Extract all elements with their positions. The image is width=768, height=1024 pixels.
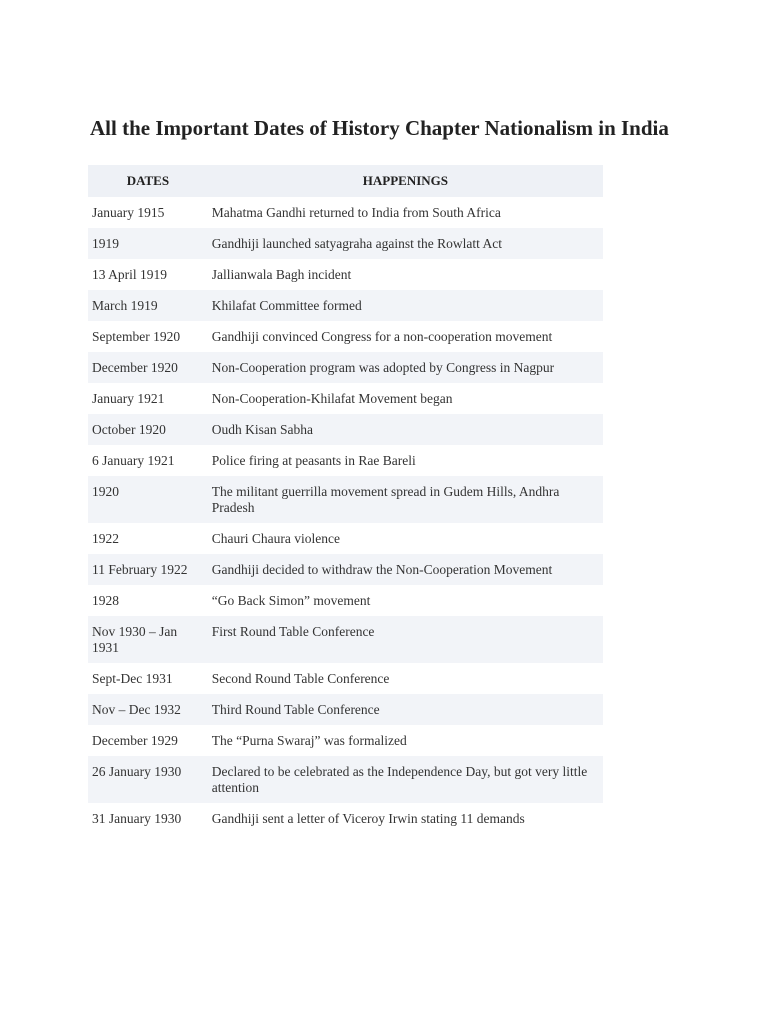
table-row: [88, 290, 603, 321]
happening-cell: Jallianwala Bagh incident: [211, 267, 352, 282]
column-header-dates: DATES: [88, 165, 208, 197]
happening-cell: Gandhiji sent a letter of Viceroy Irwin stating 11 demands: [211, 811, 525, 826]
table-row: [88, 259, 603, 290]
table-row: [88, 803, 603, 834]
table-row: [88, 476, 603, 523]
table-row: [88, 445, 603, 476]
table-row: [88, 585, 603, 616]
date-cell: 13 April 1919: [92, 267, 168, 282]
table-row: [88, 523, 603, 554]
happening-cell: The militant guerrilla movement spread in Gudem Hills, Andhra Pradesh: [208, 476, 603, 523]
date-cell: December 1920: [88, 352, 208, 383]
happening-cell: Gandhiji decided to withdraw the Non-Cooperation Movement: [208, 554, 603, 585]
date-cell: Nov – Dec 1932: [88, 694, 208, 725]
happening-cell: Chauri Chaura violence: [211, 531, 340, 546]
date-cell: 1920: [88, 476, 208, 523]
date-cell: October 1920: [88, 414, 208, 445]
date-cell: 1922: [92, 531, 119, 546]
happening-cell: Gandhiji convinced Congress for a non-cooperation movement: [211, 329, 553, 344]
dates-table: [88, 165, 603, 834]
table-row: [88, 663, 603, 694]
date-cell: 31 January 1930: [92, 811, 182, 826]
table-row: [88, 616, 603, 663]
date-cell: Sept-Dec 1931: [92, 671, 173, 686]
table-row: [88, 756, 603, 803]
date-cell: 11 February 1922: [88, 554, 208, 585]
happening-cell: Declared to be celebrated as the Independence Day, but got very little attention: [208, 756, 603, 803]
table-row: [88, 554, 603, 585]
happening-cell: Third Round Table Conference: [208, 694, 603, 725]
page-title: All the Important Dates of History Chapter Nationalism in India: [90, 116, 669, 140]
table-header-row: [88, 165, 603, 197]
date-cell: January 1915: [92, 205, 165, 220]
happening-cell: Khilafat Committee formed: [208, 290, 603, 321]
date-cell: Nov 1930 – Jan 1931: [88, 616, 208, 663]
happening-cell: Gandhiji launched satyagraha against the Rowlatt Act: [208, 228, 603, 259]
date-cell: January 1921: [92, 391, 165, 406]
table-row: [88, 725, 603, 756]
column-header-happenings: HAPPENINGS: [208, 165, 603, 197]
happening-cell: Non-Cooperation program was adopted by Congress in Nagpur: [208, 352, 603, 383]
table-row: [88, 414, 603, 445]
date-cell: 6 January 1921: [92, 453, 175, 468]
date-cell: March 1919: [88, 290, 208, 321]
happening-cell: Police firing at peasants in Rae Bareli: [211, 453, 416, 468]
date-cell: December 1929: [92, 733, 178, 748]
happening-cell: Oudh Kisan Sabha: [208, 414, 603, 445]
table-row: [88, 228, 603, 259]
table-row: [88, 197, 603, 228]
date-cell: 26 January 1930: [88, 756, 208, 803]
table-row: [88, 383, 603, 414]
happening-cell: “Go Back Simon” movement: [211, 593, 371, 608]
happening-cell: Non-Cooperation-Khilafat Movement began: [211, 391, 453, 406]
happening-cell: Mahatma Gandhi returned to India from South Africa: [211, 205, 501, 220]
happening-cell: Second Round Table Conference: [211, 671, 390, 686]
table-row: [88, 352, 603, 383]
date-cell: 1919: [88, 228, 208, 259]
table-row: [88, 321, 603, 352]
happening-cell: The “Purna Swaraj” was formalized: [211, 733, 407, 748]
table-row: [88, 694, 603, 725]
happening-cell: First Round Table Conference: [208, 616, 603, 663]
date-cell: September 1920: [92, 329, 181, 344]
date-cell: 1928: [92, 593, 119, 608]
